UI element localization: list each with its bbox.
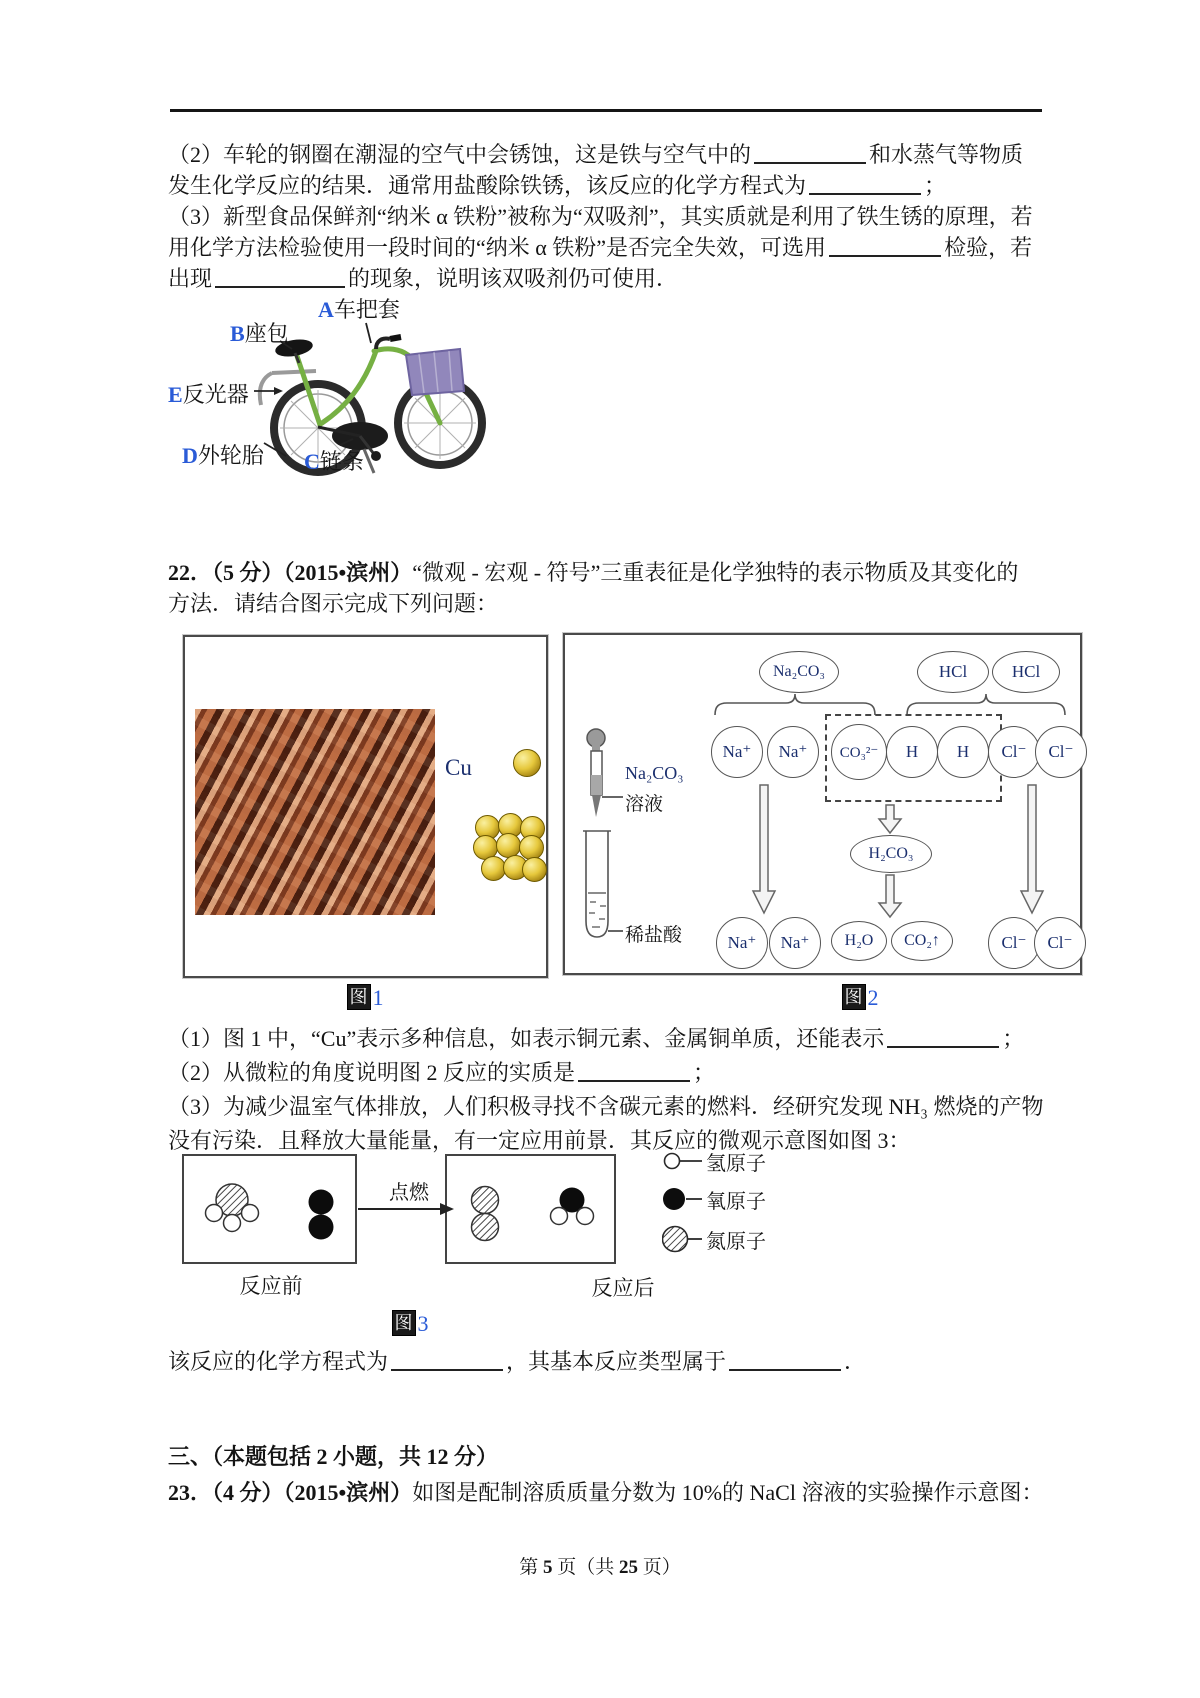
ion-circle: Cl⁻ <box>988 917 1040 969</box>
figure1-caption <box>323 984 407 1011</box>
copper-shavings-photo <box>195 709 435 915</box>
fig-char: 图 <box>842 984 866 1010</box>
bike-label-handlebar <box>318 293 400 324</box>
footer-text: 页） <box>638 1557 681 1578</box>
label-letter: D <box>182 443 198 468</box>
q22-s3a: （3）为减少温室气体排放，人们积极寻找不含碳元素的燃料．经研究发现 NH₃ 燃烧的产物 <box>168 1094 1044 1119</box>
fig-num: 2 <box>867 985 879 1010</box>
q22-s1b: ； <box>1002 1026 1025 1051</box>
dropper-solution-label: 溶液 <box>625 794 664 815</box>
ion-circle: Cl⁻ <box>1035 726 1087 778</box>
bike-label-tire <box>182 439 264 470</box>
q21-line4 <box>168 232 1048 263</box>
copper-atom-sphere <box>513 749 541 777</box>
legend-label: 氮原子 <box>706 1230 766 1253</box>
q22-equation-line <box>168 1346 1053 1377</box>
fig-num: 1 <box>372 985 384 1010</box>
answer-blank <box>809 177 921 195</box>
ion-circle: Cl⁻ <box>988 726 1040 778</box>
q22-tail-a: 该反应的化学方程式为 <box>168 1349 389 1374</box>
after-reaction-label: 反应后 <box>591 1276 655 1300</box>
hydrogen-atom-icon <box>662 1146 706 1176</box>
molecule-oval-h2o: H₂O <box>831 921 887 961</box>
brace-na2co3 <box>715 694 875 715</box>
molecule-oval-co2: CO₂↑ <box>891 921 953 961</box>
q21-line1 <box>168 139 1048 170</box>
pedal <box>371 451 381 461</box>
nitrogen-atom-icon <box>662 1224 706 1254</box>
legend-label: 氧原子 <box>706 1190 766 1213</box>
legend-row-oxygen <box>662 1184 766 1214</box>
ion-circle: Na⁺ <box>711 726 763 778</box>
copper-atom-cluster <box>473 813 549 885</box>
answer-blank <box>215 270 345 288</box>
answer-blank <box>578 1064 690 1082</box>
ion-circle: Na⁺ <box>767 726 819 778</box>
q22-s3b: 没有污染．且释放大量能量，有一定应用前景．其反应的微观示意图如图 3： <box>168 1128 911 1153</box>
ion-circle: H <box>886 726 938 778</box>
down-arrow-icon <box>879 875 901 917</box>
down-arrow-icon <box>1021 785 1043 913</box>
q22-s1a: （1）图 1 中，“Cu”表示多种信息，如表示铜元素、金属铜单质，还能表示 <box>168 1026 885 1051</box>
q23-number: 23．（4 分）（2015•滨州） <box>168 1480 413 1505</box>
q21-line3 <box>168 201 1048 232</box>
figure3-caption <box>368 1310 452 1337</box>
footer-text: 第 <box>519 1557 543 1578</box>
arrowhead <box>274 387 283 395</box>
before-reaction-label: 反应前 <box>239 1274 303 1298</box>
label-letter: E <box>168 382 183 407</box>
footer-page-number: 5 <box>542 1557 553 1578</box>
header-divider <box>170 109 1042 112</box>
ion-circle: CO₃²⁻ <box>831 724 887 780</box>
q23-text: 如图是配制溶质质量分数为 10%的 NaCl 溶液的实验操作示意图： <box>412 1480 1044 1505</box>
label-text: 座包 <box>244 321 289 346</box>
ion-circle: Na⁺ <box>716 917 768 969</box>
question-22-subquestions <box>168 1022 1053 1158</box>
q22-tail-c: ． <box>844 1349 867 1374</box>
q22-s2a: （2）从微粒的角度说明图 2 反应的实质是 <box>168 1060 576 1085</box>
label-text: 外轮胎 <box>197 443 264 468</box>
dilute-hcl-label: 稀盐酸 <box>625 925 683 946</box>
rear-rack <box>260 373 272 405</box>
q21-l4b: 检验，若 <box>944 235 1033 260</box>
legend-row-hydrogen <box>662 1146 766 1176</box>
q22-head2: 方法．请结合图示完成下列问题： <box>168 591 499 616</box>
q21-l5b: 的现象，说明该双吸剂仍可使用． <box>348 266 679 291</box>
molecule-oval-h2co3: H₂CO₃ <box>850 835 932 873</box>
q21-l2a: 发生化学反应的结果．通常用盐酸除铁锈，该反应的化学方程式为 <box>168 173 807 198</box>
fig-char: 图 <box>392 1310 416 1336</box>
bike-label-seat <box>230 317 289 348</box>
dropper-solution-formula: Na₂CO₃ <box>625 763 684 783</box>
molecule-oval-hcl: HCl <box>992 651 1060 693</box>
q22-head1: “微观 - 宏观 - 符号”三重表征是化学独特的表示物质及其变化的 <box>412 560 1019 585</box>
label-text: 链条 <box>319 449 364 474</box>
molecule-oval-na2co3: Na₂CO₃ <box>759 651 839 693</box>
answer-blank <box>829 239 941 257</box>
section-3-header: 三、（本题包括 2 小题，共 12 分） <box>168 1444 499 1469</box>
legend-label: 氢原子 <box>706 1152 766 1175</box>
answer-blank <box>754 146 866 164</box>
q21-l5a: 出现 <box>168 266 213 291</box>
answer-blank <box>887 1030 999 1048</box>
label-text: 车把套 <box>333 297 400 322</box>
figure1-box <box>183 635 548 978</box>
label-letter: B <box>230 321 245 346</box>
label-letter: A <box>318 297 334 322</box>
footer-total-pages: 25 <box>619 1557 638 1578</box>
fig-num: 3 <box>417 1311 429 1336</box>
q22-number: 22．（5 分）（2015•滨州） <box>168 560 413 585</box>
fig-char: 图 <box>347 984 371 1010</box>
question-21-text <box>168 139 1048 294</box>
q22-tail-b: ，其基本反应类型属于 <box>506 1349 727 1374</box>
ion-circle: Na⁺ <box>769 917 821 969</box>
answer-blank <box>729 1353 841 1371</box>
q21-line2 <box>168 170 1048 201</box>
oxygen-atom-icon <box>662 1184 706 1214</box>
brace-hcl <box>907 694 1065 715</box>
bicycle-figure <box>168 293 488 491</box>
q22-s2b: ； <box>693 1060 716 1085</box>
q21-l1a: （2）车轮的钢圈在潮湿的空气中会锈蚀，这是铁与空气中的 <box>168 142 752 167</box>
figure3-diagram <box>168 1140 958 1315</box>
answer-blank <box>391 1353 503 1371</box>
ion-circle: Cl⁻ <box>1034 917 1086 969</box>
page-number-footer <box>0 1552 1200 1579</box>
label-letter: C <box>304 449 320 474</box>
question-22-header <box>168 557 1053 619</box>
figure2-box <box>563 633 1082 975</box>
ignite-label: 点燃 <box>389 1182 429 1204</box>
down-arrow-icon <box>879 805 901 833</box>
footer-text: 页（共 <box>552 1557 619 1578</box>
down-arrow-icon <box>753 785 775 913</box>
question-23-text <box>168 1477 1053 1508</box>
q21-l4a: 用化学方法检验使用一段时间的“纳米 α 铁粉”是否完全失效，可选用 <box>168 235 827 260</box>
molecule-oval-hcl: HCl <box>917 651 989 693</box>
ion-circle: H <box>937 726 989 778</box>
figure2-caption <box>816 984 904 1011</box>
bike-label-chain <box>304 445 364 476</box>
test-tube-icon <box>583 831 611 937</box>
cu-symbol-label: Cu <box>445 755 472 780</box>
bike-label-reflector <box>168 378 249 409</box>
label-text: 反光器 <box>182 382 249 407</box>
dropper-icon <box>587 729 605 817</box>
q21-l2b: ； <box>924 173 947 198</box>
q21-line5 <box>168 263 1048 294</box>
legend-row-nitrogen <box>662 1224 766 1254</box>
q21-l3: （3）新型食品保鲜剂“纳米 α 铁粉”被称为“双吸剂”，其实质就是利用了铁生锈的原理，若 <box>168 204 1033 229</box>
q21-l1b: 和水蒸气等物质 <box>869 142 1024 167</box>
